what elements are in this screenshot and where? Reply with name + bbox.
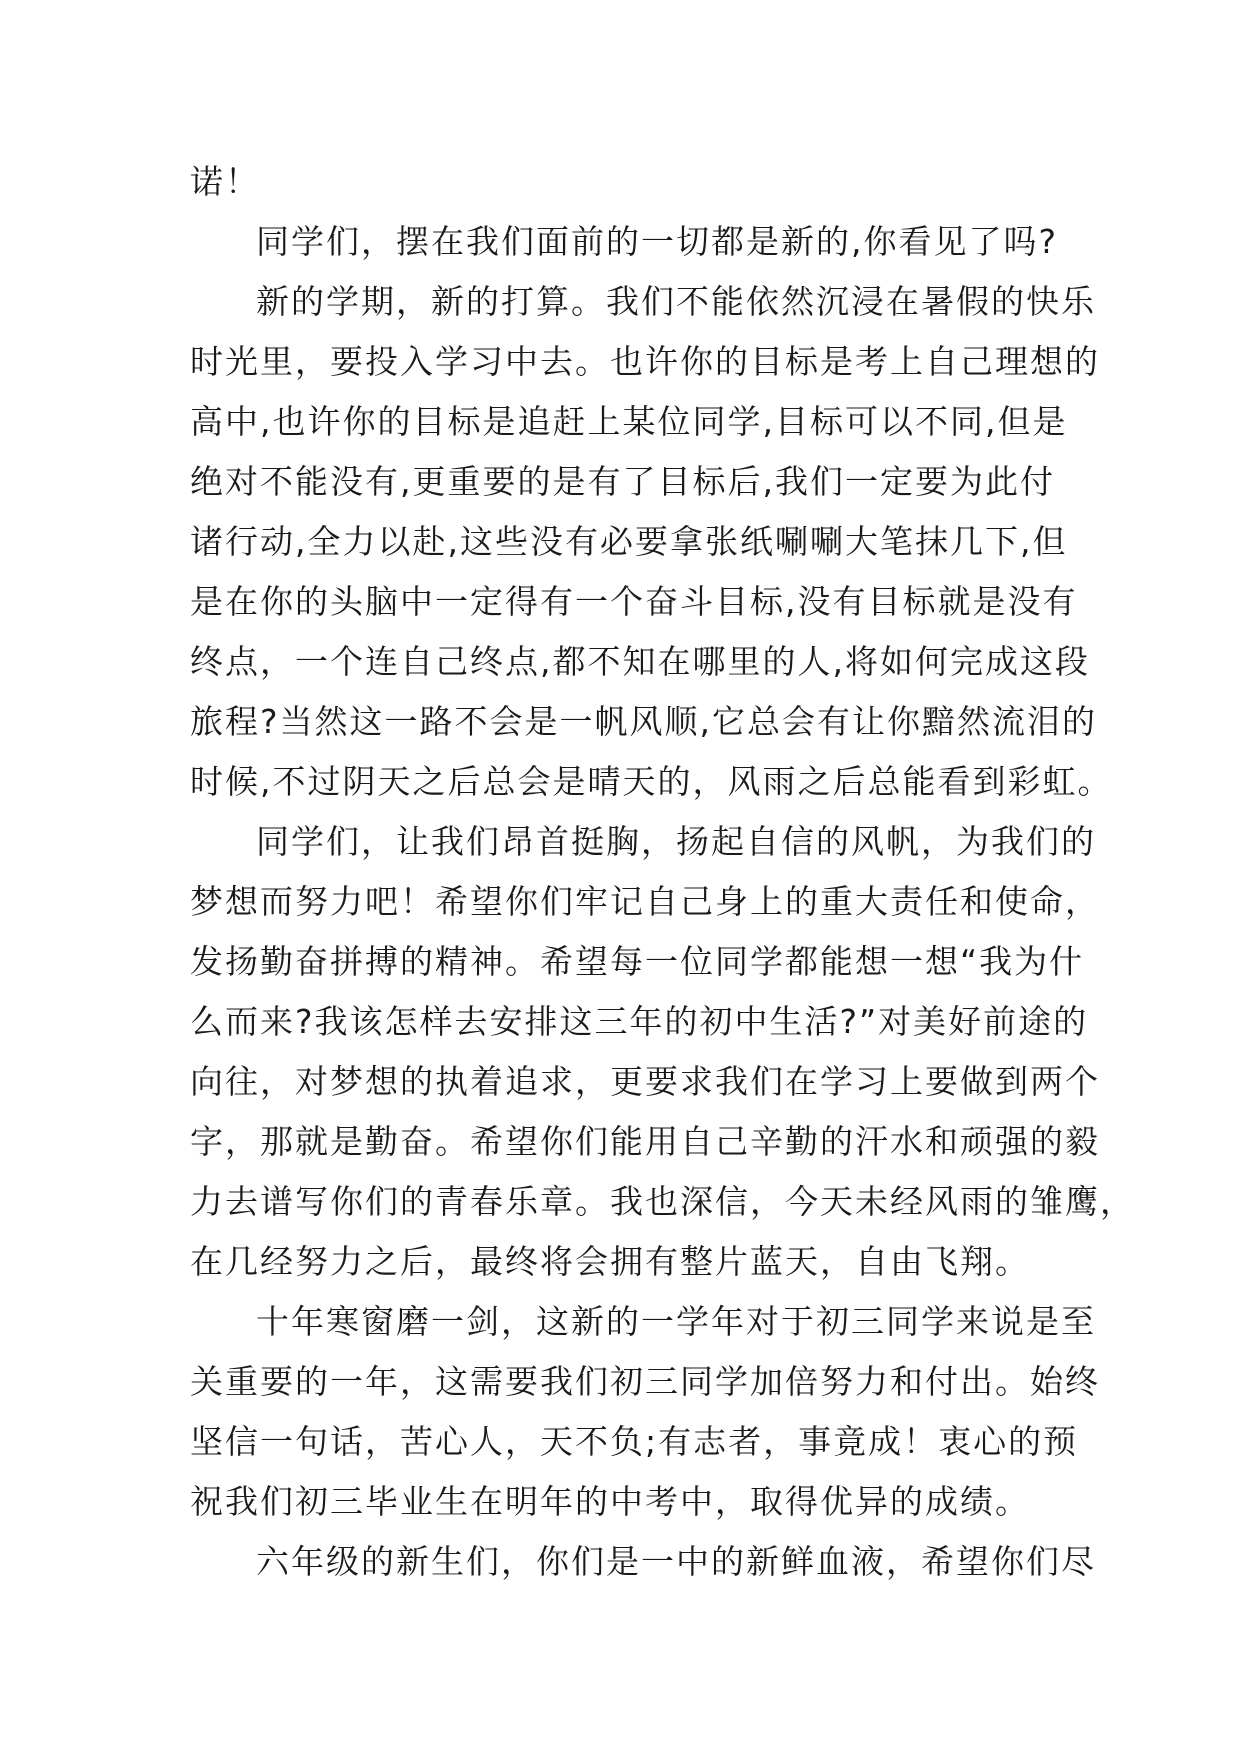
text-line: 关重要的一年，这需要我们初三同学加倍努力和付出。始终: [190, 1362, 1100, 1401]
text-line: 么而来?我该怎样去安排这三年的初中生活?”对美好前途的: [190, 1002, 1089, 1041]
paragraph-start: 同学们，摆在我们面前的一切都是新的,你看见了吗?: [256, 222, 1059, 261]
text-line: 发扬勤奋拼搏的精神。希望每一位同学都能想一想“我为什: [190, 942, 1085, 981]
text-line: 诸行动,全力以赴,这些没有必要拿张纸唰唰大笔抹几下,但: [190, 522, 1068, 561]
text-line: 高中,也许你的目标是追赶上某位同学,目标可以不同,但是: [190, 402, 1068, 441]
paragraph-start: 新的学期，新的打算。我们不能依然沉浸在暑假的快乐: [256, 282, 1096, 321]
text-line: 字，那就是勤奋。希望你们能用自己辛勤的汗水和顽强的毅: [190, 1122, 1100, 1161]
text-line: 时光里，要投入学习中去。也许你的目标是考上自己理想的: [190, 342, 1100, 381]
text-line: 旅程?当然这一路不会是一帆风顺,它总会有让你黯然流泪的: [190, 702, 1098, 741]
paragraph-start: 六年级的新生们，你们是一中的新鲜血液，希望你们尽: [256, 1542, 1096, 1581]
text-line: 祝我们初三毕业生在明年的中考中，取得优异的成绩。: [190, 1482, 1030, 1521]
paragraph-start: 十年寒窗磨一剑，这新的一学年对于初三同学来说是至: [256, 1302, 1096, 1341]
paragraph-start: 同学们，让我们昂首挺胸，扬起自信的风帆，为我们的: [256, 822, 1096, 861]
text-line: 时候,不过阴天之后总会是晴天的，风雨之后总能看到彩虹。: [190, 762, 1113, 801]
text-line: 是在你的头脑中一定得有一个奋斗目标,没有目标就是没有: [190, 582, 1078, 621]
text-line: 梦想而努力吧！希望你们牢记自己身上的重大责任和使命，: [190, 882, 1100, 921]
text-line: 终点，一个连自己终点,都不知在哪里的人,将如何完成这段: [190, 642, 1090, 681]
text-line: 坚信一句话，苦心人，天不负;有志者，事竟成！衷心的预: [190, 1422, 1079, 1461]
text-line: 向往，对梦想的执着追求，更要求我们在学习上要做到两个: [190, 1062, 1100, 1101]
text-line: 绝对不能没有,更重要的是有了目标后,我们一定要为此付: [190, 462, 1055, 501]
text-line: 诺！: [190, 162, 260, 201]
text-line: 力去谱写你们的青春乐章。我也深信，今天未经风雨的雏鹰，: [190, 1182, 1135, 1221]
text-line: 在几经努力之后，最终将会拥有整片蓝天，自由飞翔。: [190, 1242, 1030, 1281]
